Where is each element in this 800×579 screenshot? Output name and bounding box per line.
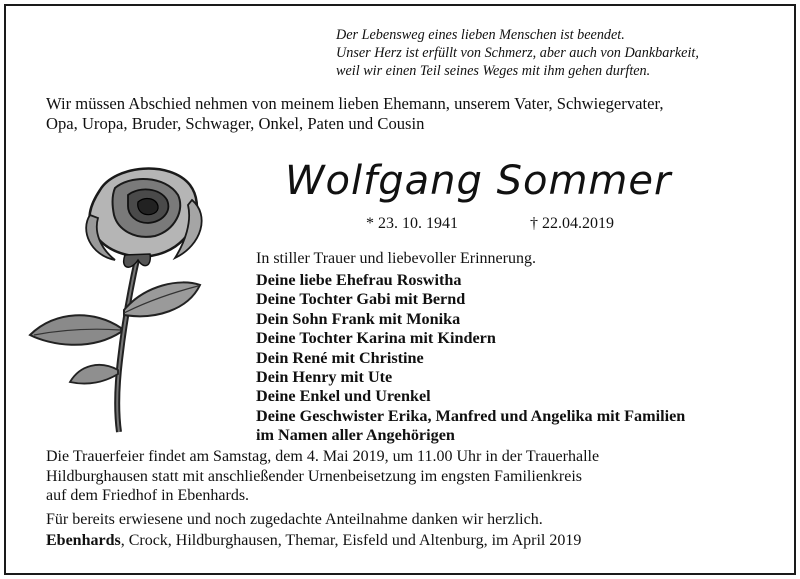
mourner-line: Deine Geschwister Erika, Manfred und Angelika mit Familien xyxy=(256,406,686,425)
mourner-line: Dein Sohn Frank mit Monika xyxy=(256,309,461,328)
quote-line: Der Lebensweg eines lieben Menschen ist beendet. xyxy=(336,27,625,43)
funeral-info xyxy=(46,447,766,506)
mourner-line: Deine Tochter Karina mit Kindern xyxy=(256,329,496,348)
funeral-line: auf dem Friedhof in Ebenhards. xyxy=(46,487,250,504)
mourner-line: Deine Tochter Gabi mit Bernd xyxy=(256,290,466,309)
mourners-list xyxy=(256,249,776,446)
birth-date: * 23. 10. 1941 xyxy=(366,215,458,232)
thanks-text: Für bereits erwiesene und noch zugedachte Anteilnahme danken wir herzlich. xyxy=(46,511,543,528)
funeral-line: Hildburghausen statt mit anschließender Urnenbeisetzung im engsten Familienkreis xyxy=(46,467,583,485)
quote-line: Unser Herz ist erfüllt von Schmerz, aber auch von Dankbarkeit, xyxy=(336,45,699,61)
mourner-line: Deine Enkel und Urenkel xyxy=(256,387,431,406)
intro-line: Opa, Uropa, Bruder, Schwager, Onkel, Paten und Cousin xyxy=(46,114,425,133)
rose-icon xyxy=(20,160,250,440)
place-rest: , Crock, Hildburghausen, Themar, Eisfeld und Altenburg, im April 2019 xyxy=(120,532,582,549)
mourner-line: Dein René mit Christine xyxy=(256,348,424,367)
life-dates xyxy=(366,214,614,234)
place-date-line xyxy=(46,531,581,551)
funeral-line: Die Trauerfeier findet am Samstag, dem 4. Mai 2019, um 11.00 Uhr in der Trauerhalle xyxy=(46,448,600,465)
death-date: † 22.04.2019 xyxy=(530,215,614,232)
mourner-line: Deine liebe Ehefrau Roswitha xyxy=(256,271,462,289)
place-bold: Ebenhards xyxy=(46,532,121,549)
mourner-line: im Namen aller Angehörigen xyxy=(256,426,455,445)
quote-line: weil wir einen Teil seines Weges mit ihm gehen durften. xyxy=(336,63,651,79)
quote-block xyxy=(336,26,786,80)
intro-line: Wir müssen Abschied nehmen von meinem lieben Ehemann, unserem Vater, Schwiegervater, xyxy=(46,94,664,113)
mourners-lead: In stiller Trauer und liebevoller Erinnerung. xyxy=(256,250,536,267)
mourner-line: Dein Henry mit Ute xyxy=(256,368,393,387)
deceased-name: Wolfgang Sommer xyxy=(285,158,672,204)
intro-text xyxy=(46,94,766,134)
